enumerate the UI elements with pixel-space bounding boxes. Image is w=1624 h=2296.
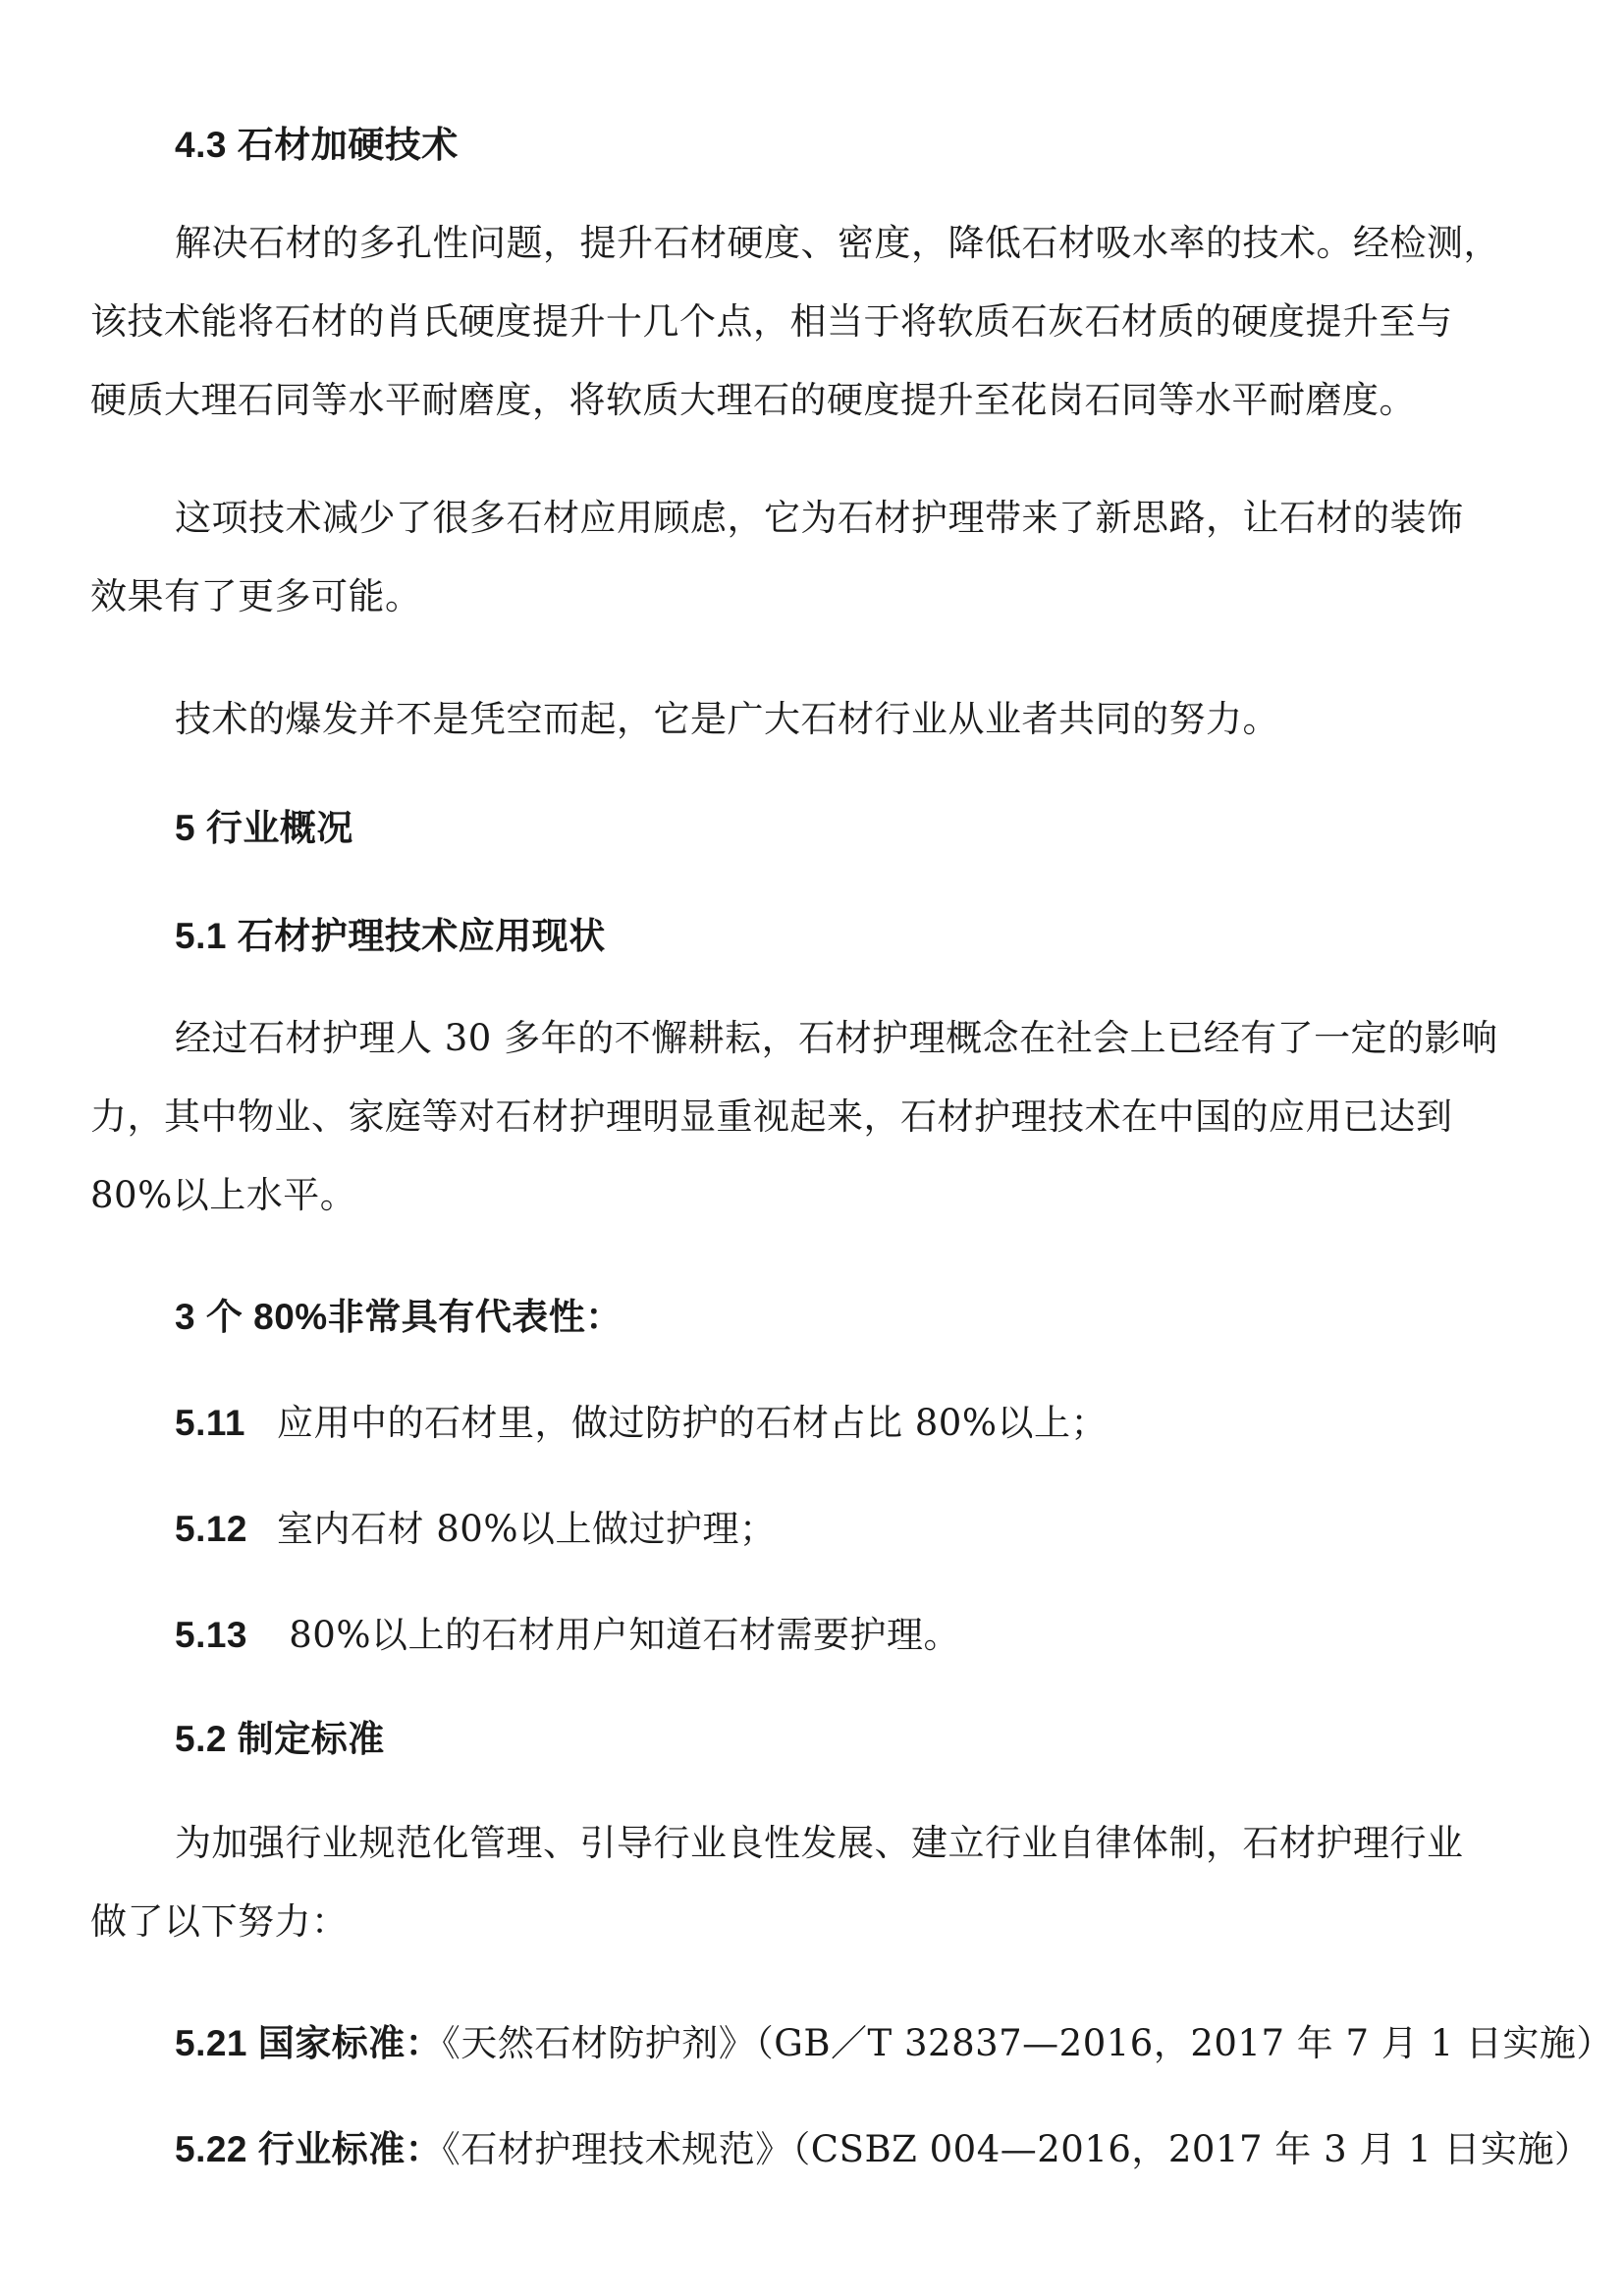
section-heading-5-1: 5.1 石材护理技术应用现状 [175,916,606,956]
paragraph-line: 效果有了更多可能。 [90,575,422,617]
standard-item-national [175,2004,1613,2083]
paragraph-line: 为加强行业规范化管理、引导行业良性发展、建立行业自律体制，石材护理行业 [175,1822,1464,1864]
section-heading-5-2: 5.2 制定标准 [175,1719,385,1759]
paragraph-line: 硬质大理石同等水平耐磨度，将软质大理石的硬度提升至花岗石同等水平耐磨度。 [90,379,1416,421]
paragraph-continuation [90,1078,1453,1235]
item-text: 80%以上的石材用户知道石材需要护理。 [277,1614,960,1656]
section-heading-4-3: 4.3 石材加硬技术 [175,125,459,165]
item-text: 室内石材 80%以上做过护理； [277,1508,777,1550]
paragraph-line: 该技术能将石材的肖氏硬度提升十几个点，相当于将软质石灰石材质的硬度提升至与 [90,300,1453,343]
list-item [175,1596,1530,1675]
paragraph-line: 这项技术减少了很多石材应用顾虑，它为石材护理带来了新思路，让石材的装饰 [175,497,1464,539]
paragraph-line: 解决石材的多孔性问题，提升石材硬度、密度，降低石材吸水率的技术。经检测， [175,222,1500,264]
paragraph-line: 80%以上水平。 [90,1174,357,1216]
paragraph [175,999,1530,1078]
standard-label: 5.21 国家标准： [175,2023,443,2063]
item-text: 应用中的石材里，做过防护的石材占比 80%以上； [277,1402,1108,1444]
paragraph: 技术的爆发并不是凭空而起，它是广大石材行业从业者共同的努力。 [175,698,1279,740]
standard-text: 《石材护理技术规范》（CSBZ 004—2016，2017 年 3 月 1 日实施） [442,2128,1592,2170]
list-item [175,1384,1530,1463]
paragraph-line: 做了以下努力： [90,1900,349,1943]
standard-item-industry [175,2110,1592,2189]
paragraph [175,1804,1530,1883]
item-number: 5.13 [175,1615,248,1655]
paragraph-continuation [90,283,1453,440]
item-number: 5.11 [175,1403,245,1443]
paragraph-continuation [90,1883,1445,1961]
subheading-three-80: 3 个 80%非常具有代表性： [175,1297,623,1337]
paragraph-continuation [90,558,1445,636]
paragraph-line: 经过石材护理人 30 多年的不懈耕耘，石材护理概念在社会上已经有了一定的影响 [175,1017,1498,1059]
section-heading-5: 5 行业概况 [175,808,353,848]
paragraph [175,204,1530,283]
paragraph-line: 力，其中物业、家庭等对石材护理明显重视起来，石材护理技术在中国的应用已达到 [90,1095,1453,1138]
list-item [175,1490,1530,1569]
item-number: 5.12 [175,1509,248,1549]
standard-label: 5.22 行业标准： [175,2129,443,2169]
standard-text: 《天然石材防护剂》（GB／T 32837—2016，2017 年 7 月 1 日实施） [442,2022,1613,2064]
paragraph [175,479,1530,558]
